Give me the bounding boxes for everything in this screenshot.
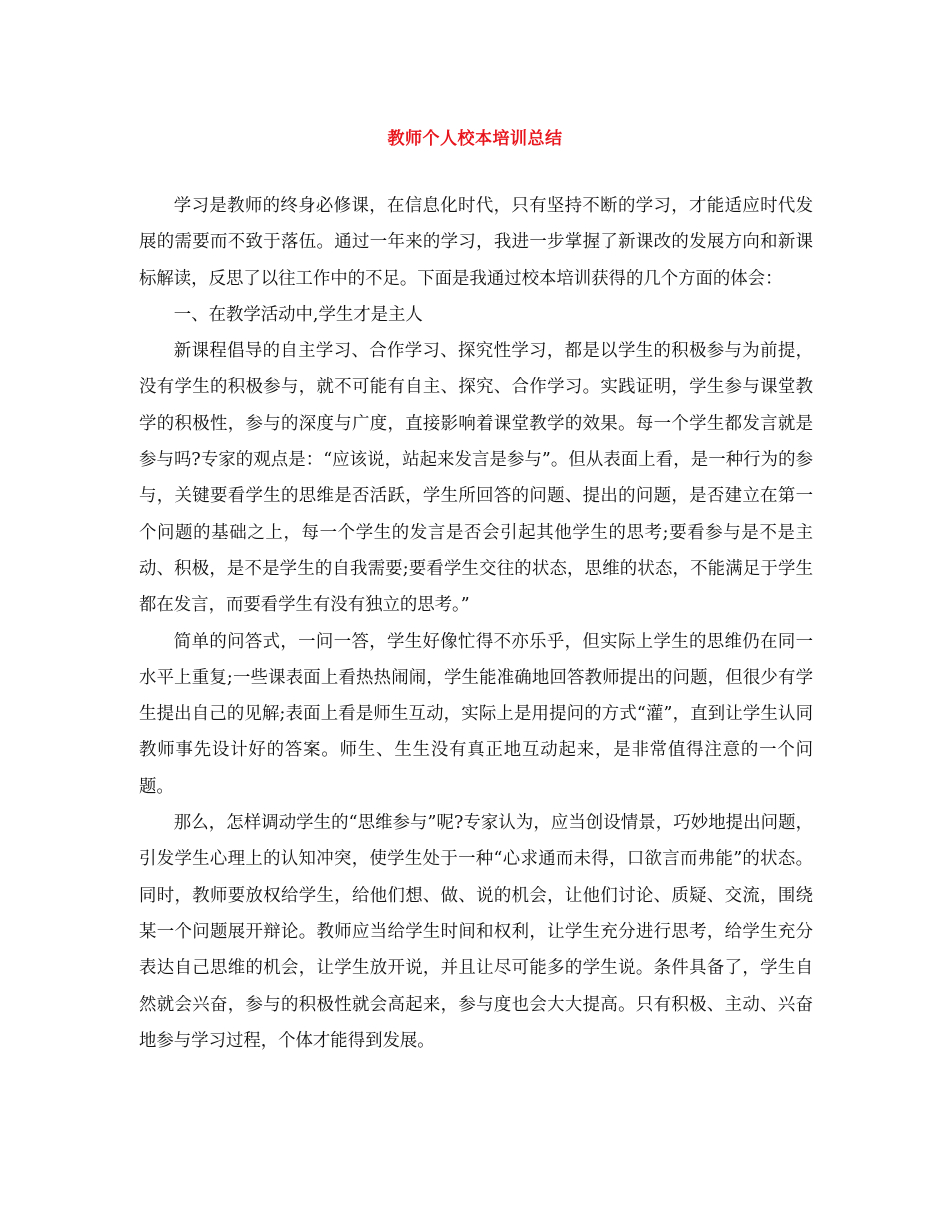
paragraph-qa-style: 简单的问答式，一问一答，学生好像忙得不亦乐乎，但实际上学生的思维仍在同一水平上重复;一些课表面上看热热闹闹，学生能准确地回答教师提出的问题，但很少有学生提出自己的见解;表面上看是师生互动，实际上是用提问的方式“灌”，直到让学生认同教师事先设计好的答案。师生、生生没有真正地互动起来，是非常值得注意的一个问题。 (139, 631, 813, 797)
paragraph-participation: 新课程倡导的自主学习、合作学习、探究性学习，都是以学生的积极参与为前提，没有学生的积极参与，就不可能有自主、探究、合作学习。实践证明，学生参与课堂教学的积极性，参与的深度与广度，直接影响着课堂教学的效果。每一个学生都发言就是参与吗?专家的观点是：“应该说，站起来发言是参与”。但从表面上看，是一种行为的参与，关键要看学生的思维是否活跃，学生所回答的问题、提出的问题，是否建立在第一个问题的基础之上，每一个学生的发言是否会引起其他学生的思考;要看参与是不是主动、积极，是不是学生的自我需要;要看学生交往的状态，思维的状态，不能满足于学生都在发言，而要看学生有没有独立的思考。” (139, 341, 813, 616)
paragraph-intro: 学习是教师的终身必修课，在信息化时代，只有坚持不断的学习，才能适应时代发展的需要而不致于落伍。通过一年来的学习，我进一步掌握了新课改的发展方向和新课标解读，反思了以往工作中的不足。下面是我通过校本培训获得的几个方面的体会： (139, 196, 813, 289)
paragraph-thinking-participation: 那么，怎样调动学生的“思维参与”呢?专家认为，应当创设情景，巧妙地提出问题，引发学生心理上的认知冲突，使学生处于一种“心求通而未得，口欲言而弗能”的状态。同时，教师要放权给学生，给他们想、做、说的机会，让他们讨论、质疑、交流，围绕某一个问题展开辩论。教师应当给学生时间和权利，让学生充分进行思考，给学生充分表达自己思维的机会，让学生放开说，并且让尽可能多的学生说。条件具备了，学生自然就会兴奋，参与的积极性就会高起来，参与度也会大大提高。只有积极、主动、兴奋地参与学习过程，个体才能得到发展。 (139, 813, 813, 1051)
document-title: 教师个人校本培训总结 (387, 129, 563, 149)
section-heading: 一、在教学活动中,学生才是主人 (173, 304, 423, 325)
document-body (139, 188, 813, 1059)
